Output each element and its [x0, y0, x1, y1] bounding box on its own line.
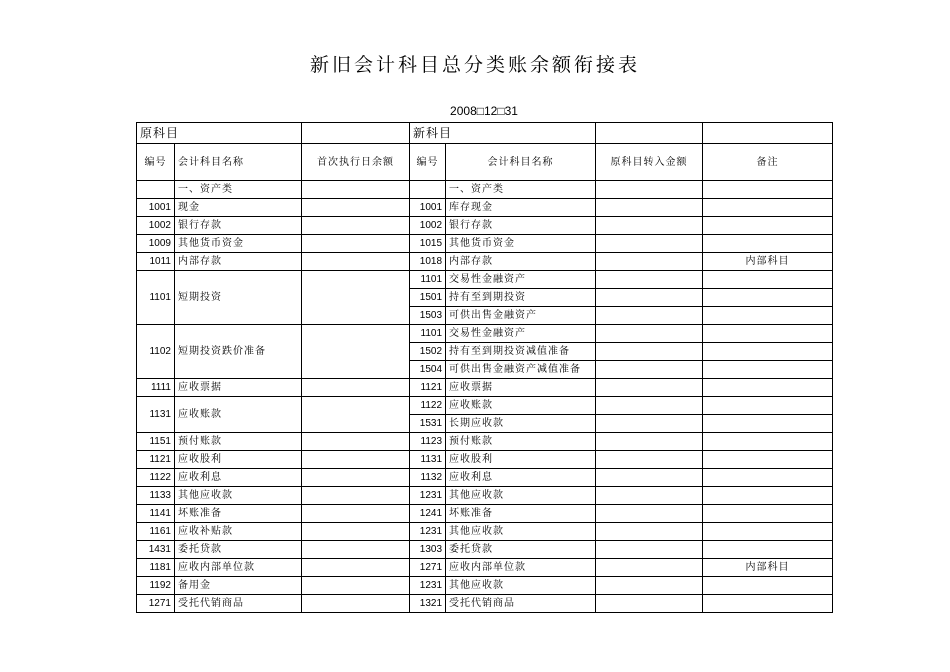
table-row [137, 235, 833, 253]
old-name-cell: 应收补贴款 [175, 523, 302, 541]
first-balance-cell [302, 523, 410, 541]
new-code-cell: 1122 [410, 397, 446, 415]
note-cell [703, 235, 833, 253]
new-name-cell: 持有至到期投资减值准备 [446, 343, 596, 361]
empty-cell [302, 123, 410, 144]
old-name-cell: 预付账款 [175, 433, 302, 451]
first-balance-cell [302, 559, 410, 577]
new-name-cell: 应收内部单位款 [446, 559, 596, 577]
table-row [137, 379, 833, 397]
reconciliation-table [136, 122, 833, 613]
note-cell [703, 379, 833, 397]
new-name-cell: 内部存款 [446, 253, 596, 271]
note-cell [703, 469, 833, 487]
old-name-cell: 应收内部单位款 [175, 559, 302, 577]
first-balance-cell [302, 181, 410, 199]
note-cell [703, 595, 833, 613]
old-code-cell: 1141 [137, 505, 175, 523]
transfer-amount-cell [596, 433, 703, 451]
new-name-cell: 应收利息 [446, 469, 596, 487]
table-row [137, 217, 833, 235]
new-code-cell [410, 181, 446, 199]
first-balance-cell [302, 235, 410, 253]
old-subject-group-header: 原科目 [137, 123, 302, 144]
transfer-amount-cell [596, 217, 703, 235]
new-name-cell: 交易性金融资产 [446, 271, 596, 289]
column-header-row [137, 144, 833, 181]
old-name-cell: 一、资产类 [175, 181, 302, 199]
old-code-cell: 1001 [137, 199, 175, 217]
transfer-amount-cell [596, 343, 703, 361]
new-subject-group-header: 新科目 [410, 123, 596, 144]
note-cell [703, 577, 833, 595]
new-name-cell: 其他应收款 [446, 577, 596, 595]
old-name-cell: 现金 [175, 199, 302, 217]
transfer-amount-cell [596, 595, 703, 613]
old-code-cell: 1431 [137, 541, 175, 559]
note-cell [703, 397, 833, 415]
new-name-cell: 其他应收款 [446, 523, 596, 541]
note-cell [703, 487, 833, 505]
col-header-first-balance: 首次执行日余额 [302, 144, 410, 181]
transfer-amount-cell [596, 487, 703, 505]
old-name-cell: 委托贷款 [175, 541, 302, 559]
first-balance-cell [302, 253, 410, 271]
col-header-note: 备注 [703, 144, 833, 181]
table-row [137, 433, 833, 451]
new-code-cell: 1503 [410, 307, 446, 325]
note-cell [703, 217, 833, 235]
col-header-new-code: 编号 [410, 144, 446, 181]
table-row [137, 559, 833, 577]
new-code-cell: 1121 [410, 379, 446, 397]
new-name-cell: 其他应收款 [446, 487, 596, 505]
first-balance-cell [302, 325, 410, 379]
transfer-amount-cell [596, 415, 703, 433]
old-name-cell: 坏账准备 [175, 505, 302, 523]
col-header-old-code: 编号 [137, 144, 175, 181]
old-code-cell: 1151 [137, 433, 175, 451]
transfer-amount-cell [596, 469, 703, 487]
old-name-cell: 银行存款 [175, 217, 302, 235]
old-name-cell: 应收利息 [175, 469, 302, 487]
first-balance-cell [302, 397, 410, 433]
transfer-amount-cell [596, 541, 703, 559]
new-code-cell: 1231 [410, 577, 446, 595]
group-header-row [137, 123, 833, 144]
transfer-amount-cell [596, 253, 703, 271]
new-name-cell: 长期应收款 [446, 415, 596, 433]
new-name-cell: 库存现金 [446, 199, 596, 217]
transfer-amount-cell [596, 523, 703, 541]
old-code-cell: 1271 [137, 595, 175, 613]
table-row [137, 181, 833, 199]
col-header-old-name: 会计科目名称 [175, 144, 302, 181]
new-code-cell: 1131 [410, 451, 446, 469]
new-code-cell: 1502 [410, 343, 446, 361]
old-code-cell [137, 181, 175, 199]
old-name-cell: 其他应收款 [175, 487, 302, 505]
old-name-cell: 应收票据 [175, 379, 302, 397]
old-name-cell: 短期投资 [175, 271, 302, 325]
new-name-cell: 持有至到期投资 [446, 289, 596, 307]
note-cell [703, 523, 833, 541]
first-balance-cell [302, 577, 410, 595]
old-code-cell: 1181 [137, 559, 175, 577]
table-row [137, 469, 833, 487]
note-cell [703, 505, 833, 523]
page-title: 新旧会计科目总分类账余额衔接表 [309, 54, 640, 76]
old-name-cell: 备用金 [175, 577, 302, 595]
new-code-cell: 1018 [410, 253, 446, 271]
new-code-cell: 1241 [410, 505, 446, 523]
first-balance-cell [302, 541, 410, 559]
note-cell: 内部科目 [703, 253, 833, 271]
new-name-cell: 受托代销商品 [446, 595, 596, 613]
note-cell [703, 541, 833, 559]
old-name-cell: 应收账款 [175, 397, 302, 433]
table-row [137, 199, 833, 217]
first-balance-cell [302, 271, 410, 325]
transfer-amount-cell [596, 505, 703, 523]
old-code-cell: 1161 [137, 523, 175, 541]
note-cell [703, 433, 833, 451]
new-code-cell: 1015 [410, 235, 446, 253]
table-row [137, 595, 833, 613]
old-code-cell: 1131 [137, 397, 175, 433]
table-row [137, 505, 833, 523]
old-code-cell: 1133 [137, 487, 175, 505]
new-code-cell: 1321 [410, 595, 446, 613]
new-name-cell: 可供出售金融资产 [446, 307, 596, 325]
old-code-cell: 1009 [137, 235, 175, 253]
new-code-cell: 1123 [410, 433, 446, 451]
old-name-cell: 短期投资跌价准备 [175, 325, 302, 379]
new-code-cell: 1001 [410, 199, 446, 217]
new-code-cell: 1101 [410, 271, 446, 289]
note-cell [703, 181, 833, 199]
old-code-cell: 1122 [137, 469, 175, 487]
new-code-cell: 1002 [410, 217, 446, 235]
old-code-cell: 1101 [137, 271, 175, 325]
new-name-cell: 坏账准备 [446, 505, 596, 523]
new-name-cell: 应收票据 [446, 379, 596, 397]
new-name-cell: 应收股利 [446, 451, 596, 469]
note-cell [703, 415, 833, 433]
new-name-cell: 交易性金融资产 [446, 325, 596, 343]
table-row [137, 325, 833, 343]
new-name-cell: 其他货币资金 [446, 235, 596, 253]
new-name-cell: 应收账款 [446, 397, 596, 415]
empty-cell [596, 123, 703, 144]
new-name-cell: 预付账款 [446, 433, 596, 451]
old-code-cell: 1192 [137, 577, 175, 595]
old-code-cell: 1121 [137, 451, 175, 469]
table-row [137, 253, 833, 271]
old-code-cell: 1011 [137, 253, 175, 271]
note-cell [703, 271, 833, 289]
col-header-new-name: 会计科目名称 [446, 144, 596, 181]
old-name-cell: 受托代销商品 [175, 595, 302, 613]
new-code-cell: 1531 [410, 415, 446, 433]
table-row [137, 523, 833, 541]
first-balance-cell [302, 487, 410, 505]
note-cell [703, 361, 833, 379]
old-name-cell: 内部存款 [175, 253, 302, 271]
new-name-cell: 委托贷款 [446, 541, 596, 559]
first-balance-cell [302, 379, 410, 397]
note-cell: 内部科目 [703, 559, 833, 577]
note-cell [703, 343, 833, 361]
transfer-amount-cell [596, 199, 703, 217]
new-code-cell: 1101 [410, 325, 446, 343]
table-row [137, 577, 833, 595]
table-row [137, 451, 833, 469]
table-body [137, 123, 833, 613]
note-cell [703, 325, 833, 343]
new-code-cell: 1504 [410, 361, 446, 379]
note-cell [703, 199, 833, 217]
note-cell [703, 289, 833, 307]
transfer-amount-cell [596, 271, 703, 289]
first-balance-cell [302, 199, 410, 217]
new-code-cell: 1501 [410, 289, 446, 307]
table-row [137, 397, 833, 415]
transfer-amount-cell [596, 361, 703, 379]
transfer-amount-cell [596, 397, 703, 415]
old-code-cell: 1002 [137, 217, 175, 235]
new-code-cell: 1303 [410, 541, 446, 559]
transfer-amount-cell [596, 559, 703, 577]
transfer-amount-cell [596, 325, 703, 343]
first-balance-cell [302, 505, 410, 523]
table-row [137, 271, 833, 289]
col-header-transfer: 原科目转入金额 [596, 144, 703, 181]
first-balance-cell [302, 469, 410, 487]
first-balance-cell [302, 217, 410, 235]
new-code-cell: 1132 [410, 469, 446, 487]
transfer-amount-cell [596, 289, 703, 307]
new-name-cell: 一、资产类 [446, 181, 596, 199]
table-row [137, 541, 833, 559]
old-name-cell: 其他货币资金 [175, 235, 302, 253]
first-balance-cell [302, 451, 410, 469]
new-code-cell: 1231 [410, 487, 446, 505]
old-code-cell: 1111 [137, 379, 175, 397]
first-balance-cell [302, 595, 410, 613]
transfer-amount-cell [596, 307, 703, 325]
transfer-amount-cell [596, 379, 703, 397]
empty-cell [703, 123, 833, 144]
new-name-cell: 可供出售金融资产减值准备 [446, 361, 596, 379]
note-cell [703, 451, 833, 469]
table-row [137, 487, 833, 505]
old-code-cell: 1102 [137, 325, 175, 379]
transfer-amount-cell [596, 577, 703, 595]
new-code-cell: 1231 [410, 523, 446, 541]
new-name-cell: 银行存款 [446, 217, 596, 235]
transfer-amount-cell [596, 451, 703, 469]
old-name-cell: 应收股利 [175, 451, 302, 469]
first-balance-cell [302, 433, 410, 451]
report-date: 2008□12□31 [450, 104, 518, 118]
transfer-amount-cell [596, 181, 703, 199]
transfer-amount-cell [596, 235, 703, 253]
new-code-cell: 1271 [410, 559, 446, 577]
note-cell [703, 307, 833, 325]
